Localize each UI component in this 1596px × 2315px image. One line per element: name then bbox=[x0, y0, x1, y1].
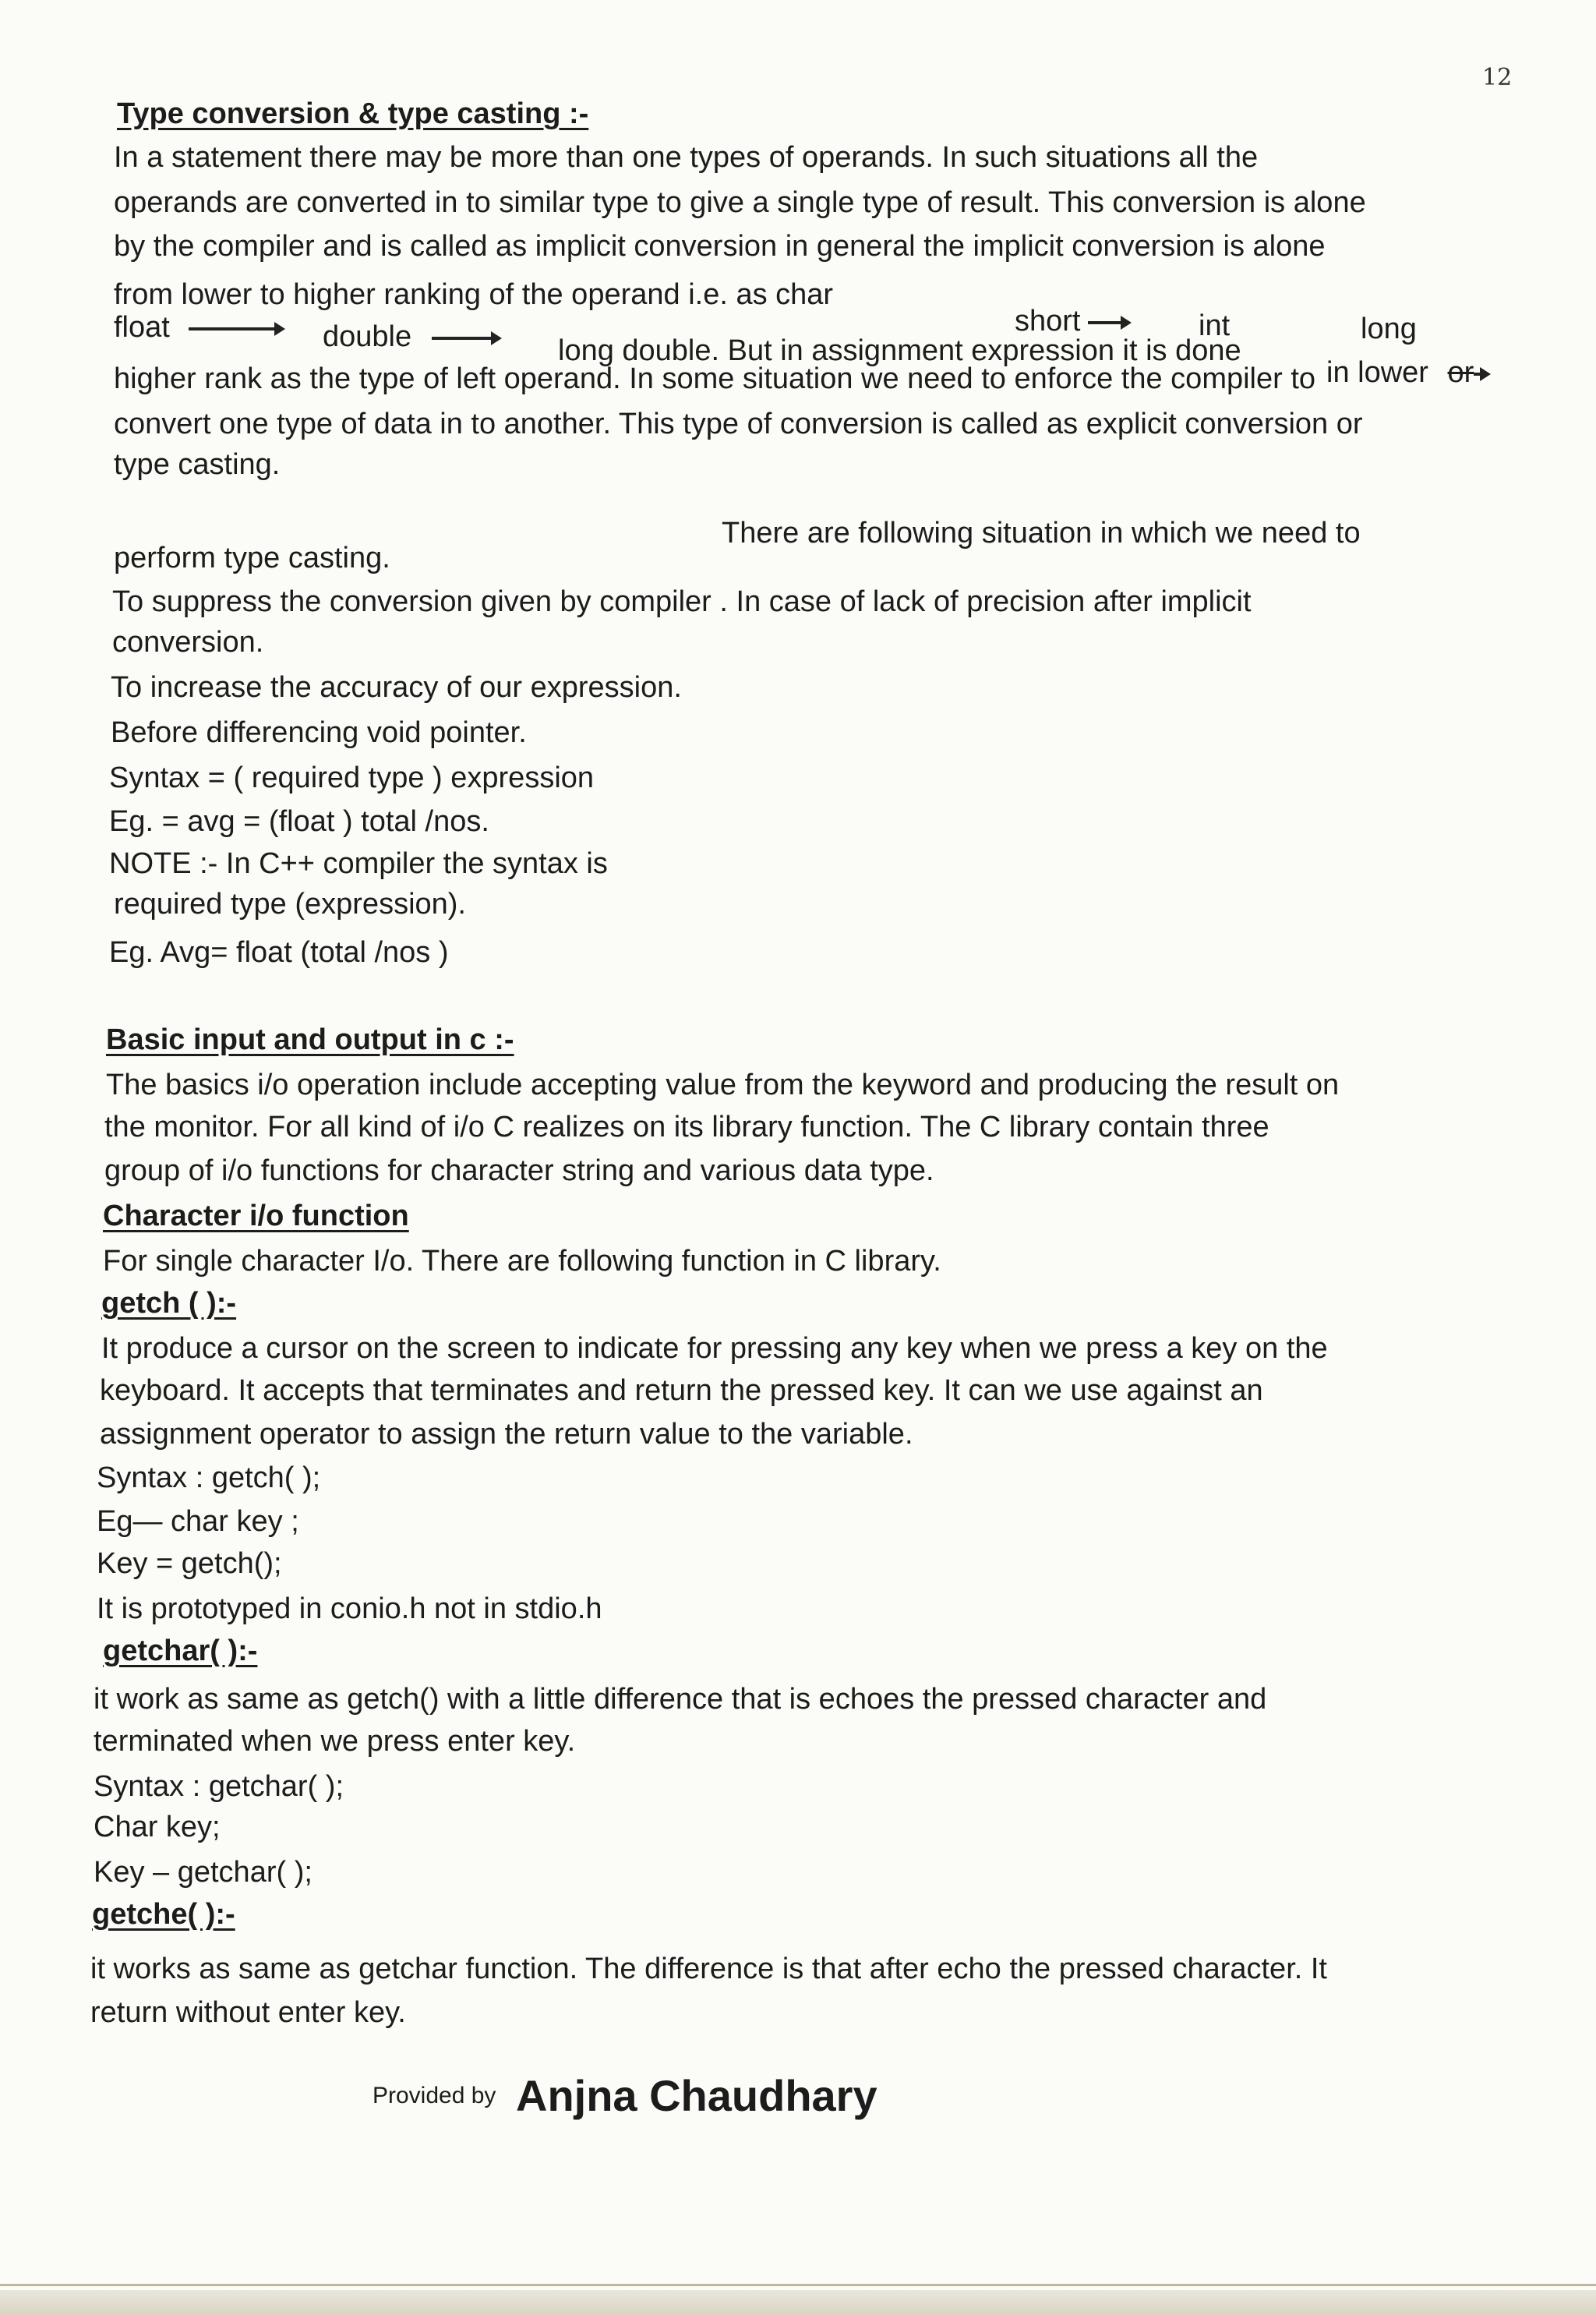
paragraph-line: The basics i/o operation include accepting value from the keyword and producing the result on bbox=[106, 1069, 1340, 1101]
list-item: Eg. Avg= float (total /nos ) bbox=[109, 936, 449, 969]
code-line: Syntax : getchar( ); bbox=[94, 1770, 344, 1803]
section-heading-type-conversion: Type conversion & type casting :- bbox=[117, 97, 589, 130]
paragraph-line: For single character I/o. There are following function in C library. bbox=[103, 1245, 941, 1278]
heading-getch: getch ( ):- bbox=[101, 1287, 237, 1320]
sub-heading-character-io: Character i/o function bbox=[103, 1200, 409, 1232]
rank-double bbox=[323, 320, 507, 354]
list-item: Eg. = avg = (float ) total /nos. bbox=[109, 805, 489, 838]
paragraph-line: group of i/o functions for character string and various data type. bbox=[104, 1154, 934, 1187]
paragraph-line: from lower to higher ranking of the operand i.e. as char bbox=[114, 278, 834, 311]
paragraph-line: return without enter key. bbox=[90, 1996, 406, 2029]
rank-int: int bbox=[1199, 309, 1231, 342]
rank-short-label: short bbox=[1015, 305, 1081, 338]
rank-long: long bbox=[1361, 313, 1417, 345]
paragraph-line: convert one type of data in to another. This type of conversion is called as explicit conversion or bbox=[114, 408, 1363, 440]
paragraph-line: perform type casting. bbox=[114, 542, 390, 574]
code-line: Char key; bbox=[94, 1811, 221, 1843]
paragraph-line: In a statement there may be more than one types of operands. In such situations all the bbox=[114, 141, 1259, 174]
rank-in-lower-label: in lower bbox=[1326, 356, 1428, 389]
rank-or-struck: or bbox=[1447, 356, 1474, 389]
arrow-icon bbox=[432, 337, 499, 340]
paragraph-line: It is prototyped in conio.h not in stdio.h bbox=[97, 1592, 602, 1625]
code-line: Syntax : getch( ); bbox=[97, 1461, 321, 1494]
list-item: Syntax = ( required type ) expression bbox=[109, 762, 595, 794]
paragraph-line: operands are converted in to similar type to give a single type of result. This conversion is alone bbox=[114, 186, 1366, 219]
list-item: To suppress the conversion given by compiler . In case of lack of precision after implicit bbox=[112, 585, 1252, 618]
arrow-icon bbox=[1474, 373, 1488, 376]
paragraph-line: keyboard. It accepts that terminates and return the pressed key. It can we use against an bbox=[100, 1374, 1263, 1407]
rank-float bbox=[114, 310, 290, 345]
page-edge-line bbox=[0, 2284, 1596, 2286]
paragraph-line: terminated when we press enter key. bbox=[94, 1725, 576, 1758]
paragraph-line: type casting. bbox=[114, 448, 281, 481]
paragraph-line: the monitor. For all kind of i/o C realizes on its library function. The C library contain three bbox=[104, 1111, 1269, 1143]
arrow-icon bbox=[1088, 321, 1128, 324]
paragraph-line: There are following situation in which we need to bbox=[722, 517, 1361, 550]
page-bottom-edge bbox=[0, 2290, 1596, 2315]
page-number: 12 bbox=[1482, 64, 1513, 91]
paragraph-line: it works as same as getchar function. The difference is that after echo the pressed character. It bbox=[90, 1953, 1327, 1985]
paragraph-line: It produce a cursor on the screen to indicate for pressing any key when we press a key on the bbox=[101, 1332, 1328, 1365]
footer-author: Anjna Chaudhary bbox=[516, 2071, 877, 2120]
code-line: Key = getch(); bbox=[97, 1547, 282, 1580]
list-item: To increase the accuracy of our expression. bbox=[111, 671, 682, 704]
list-item: NOTE :- In C++ compiler the syntax is bbox=[109, 847, 608, 880]
list-item: required type (expression). bbox=[114, 888, 466, 921]
section-heading-basic-io: Basic input and output in c :- bbox=[106, 1023, 514, 1056]
paragraph-line: higher rank as the type of left operand. In some situation we need to enforce the compiler to bbox=[114, 362, 1316, 395]
arrow-icon bbox=[189, 327, 282, 330]
paragraph-line: assignment operator to assign the return value to the variable. bbox=[100, 1418, 913, 1451]
rank-long-double: long double. But in assignment expression it is done bbox=[558, 334, 1241, 367]
rank-in-lower bbox=[1326, 355, 1495, 390]
rank-double-label: double bbox=[323, 320, 412, 353]
list-item: conversion. bbox=[112, 626, 264, 659]
paragraph-line: it work as same as getch() with a little difference that is echoes the pressed character and bbox=[94, 1683, 1267, 1716]
list-item: Before differencing void pointer. bbox=[111, 716, 527, 749]
heading-getchar: getchar( ):- bbox=[103, 1635, 258, 1667]
code-line: Key – getchar( ); bbox=[94, 1856, 312, 1889]
code-line: Eg— char key ; bbox=[97, 1505, 299, 1538]
footer-provided-by: Provided by bbox=[373, 2083, 496, 2108]
heading-getche: getche( ):- bbox=[92, 1898, 235, 1931]
rank-float-label: float bbox=[114, 311, 170, 344]
paragraph-line: by the compiler and is called as implicit conversion in general the implicit conversion is alone bbox=[114, 230, 1326, 263]
